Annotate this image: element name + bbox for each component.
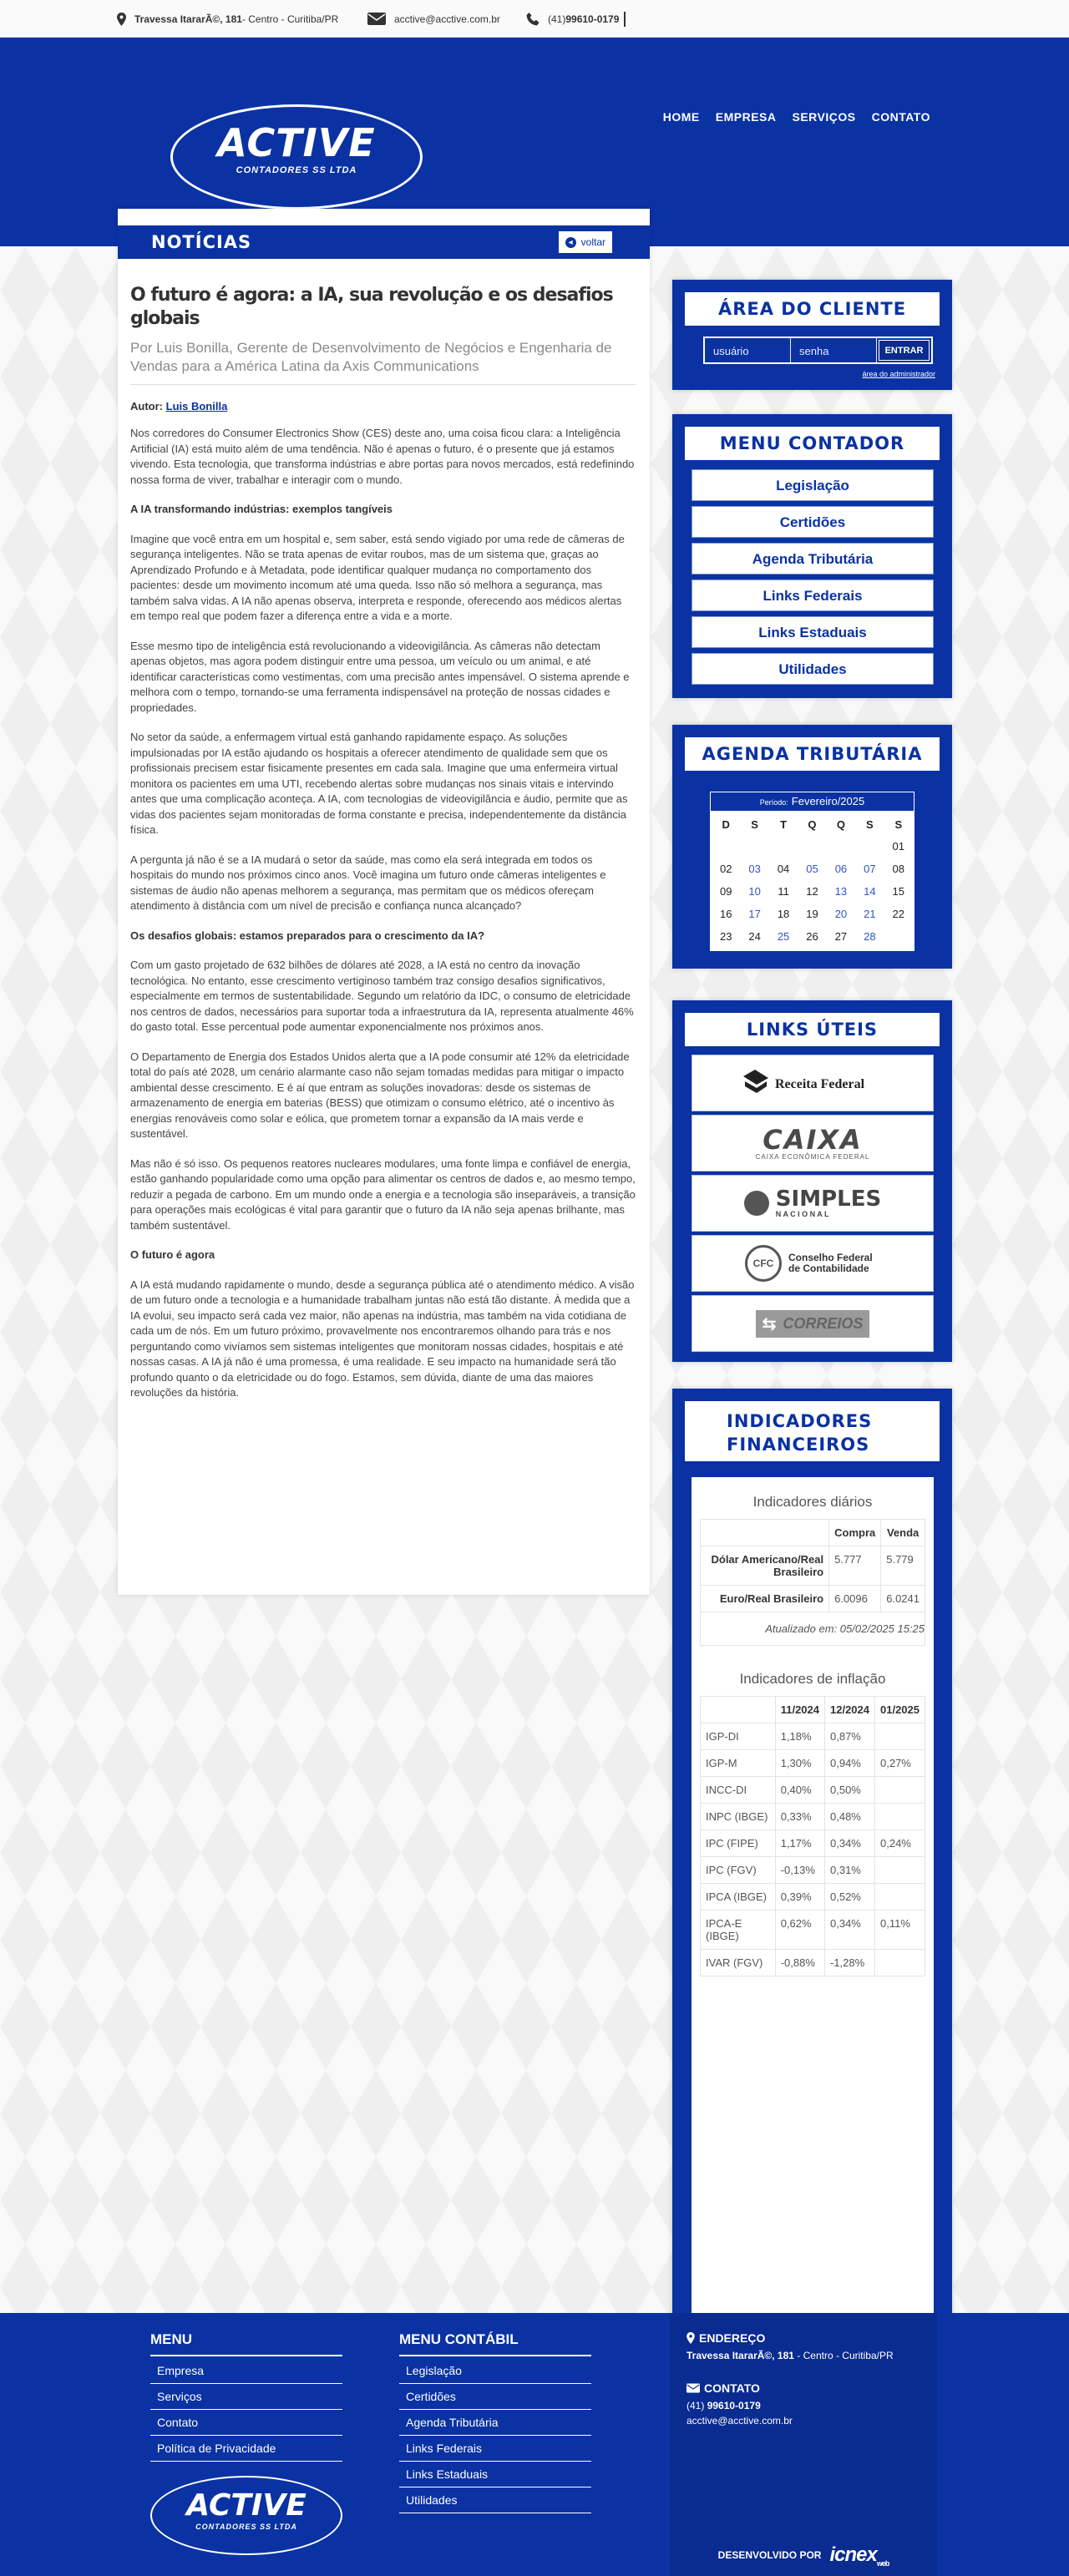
calendar-day: 11 — [778, 885, 789, 898]
calendar-header — [710, 792, 914, 812]
footer-address-label — [686, 2331, 920, 2345]
link-caixa[interactable] — [692, 1115, 934, 1172]
footer-phone-prefix: (41) — [686, 2400, 707, 2412]
back-button[interactable] — [559, 231, 612, 253]
links-title: LINKS ÚTEIS — [685, 1013, 940, 1046]
inflation-row — [701, 1884, 925, 1910]
calendar-day: 01 — [892, 840, 904, 853]
row-value: 0,31% — [825, 1857, 875, 1884]
footer-address-label-text: ENDEREÇO — [699, 2331, 766, 2345]
calendar-weekday: Q — [808, 818, 817, 831]
topbar-phone-number: 99610-0179 — [565, 13, 620, 25]
row-label: INPC (IBGE) — [701, 1804, 776, 1830]
correios-text: CORREIOS — [783, 1314, 864, 1332]
article-body — [130, 426, 636, 1401]
inflation-row — [701, 1950, 925, 1976]
footer-link-legislacao[interactable]: Legislação — [399, 2358, 591, 2384]
calendar-day: 04 — [777, 863, 790, 875]
daily-caption: Indicadores diários — [752, 1494, 873, 1510]
footer-contact-label-text: CONTATO — [704, 2381, 760, 2395]
calendar-day: 26 — [806, 930, 818, 943]
inflation-row — [701, 1723, 925, 1750]
row-value: 0,34% — [825, 1830, 875, 1857]
row-value: -0,13% — [775, 1857, 824, 1884]
calendar-grid — [710, 812, 914, 951]
row-value — [875, 1777, 925, 1804]
row-value — [875, 1857, 925, 1884]
menu-item-links-federais[interactable]: Links Federais — [692, 579, 934, 611]
author-link[interactable]: Luis Bonilla — [165, 400, 228, 412]
receita-federal-text: Receita Federal — [775, 1077, 865, 1091]
row-value — [875, 1950, 925, 1976]
calendar-day[interactable]: 25 — [777, 930, 790, 943]
daily-indicators-table — [700, 1519, 925, 1612]
inflation-row — [701, 1750, 925, 1777]
calendar-weekday: S — [894, 818, 903, 831]
calendar-day: 12 — [806, 885, 818, 898]
article-paragraph: Imagine que você entra em um hospital e, sem saber, está sendo vigiado por uma rede de câmeras de segurança inteligentes. Não se trata apenas de evitar roubos, mas de um sistema que, graças ao Aprendizado Profundo e à Metadata, pode identificar qualquer mudança no comportamento dos pacientes: desde um movimento incomum até uma queda. Isso não só melhora a segurança, mas também salva vidas. A IA não apenas observa, interpreta e responde, oferecendo aos médicos alertas em tempo real que podem fazer a diferença entre a vida e a morte. — [130, 532, 625, 622]
inflation-row — [701, 1777, 925, 1804]
username-input[interactable]: usuário — [705, 338, 791, 362]
credit-label: DESENVOLVIDO POR — [717, 2549, 822, 2561]
row-label: Euro/Real Brasileiro — [701, 1586, 829, 1612]
row-label: IPC (FIPE) — [701, 1830, 776, 1857]
calendar-day: 23 — [719, 930, 732, 943]
footer-link-utilidades[interactable]: Utilidades — [399, 2487, 591, 2513]
row-value — [875, 1804, 925, 1830]
footer-link-empresa[interactable]: Empresa — [150, 2358, 342, 2384]
calendar-day: 09 — [719, 885, 732, 898]
menu-item-utilidades[interactable]: Utilidades — [692, 653, 934, 685]
link-simples-nacional[interactable] — [692, 1175, 934, 1232]
inflation-table — [700, 1696, 925, 1976]
table-header — [701, 1520, 829, 1546]
row-value: 0,52% — [825, 1884, 875, 1910]
row-value: 0,94% — [825, 1750, 875, 1777]
main-nav — [663, 110, 930, 124]
client-area-title: ÁREA DO CLIENTE — [685, 292, 940, 326]
calendar-day[interactable]: 28 — [864, 930, 876, 943]
nav-contato[interactable]: CONTATO — [871, 110, 930, 124]
logo-wordmark: ACTIVE — [217, 120, 376, 165]
news-section-title: NOTÍCIAS — [151, 232, 252, 252]
article-subheading: A IA transformando indústrias: exemplos tangíveis — [130, 503, 393, 515]
article-paragraph: Nos corredores do Consumer Electronics Show (CES) deste ano, uma coisa ficou clara: a Inteligência Artificial (IA) está muito além de uma tendência. Não é apenas o futuro, é o presente que já estamos vivendo. Esta tecnologia, que transforma indústrias e abre portas para novos mercados, está redefinindo nossa forma de viver, trabalhar e interagir com o mundo. — [130, 427, 635, 486]
author-label: Autor: — [130, 400, 163, 412]
footer-logo-tagline: CONTADORES SS LTDA — [195, 2523, 297, 2531]
footer-link-servicos[interactable]: Serviços — [150, 2384, 342, 2410]
calendar-day[interactable]: 07 — [864, 863, 876, 875]
menu-contador-list — [692, 469, 934, 690]
calendar-period-label: Período: — [759, 798, 788, 807]
row-value — [875, 1884, 925, 1910]
envelope-icon — [367, 13, 386, 25]
calendar-weekday: T — [780, 818, 788, 831]
footer-address — [686, 2350, 920, 2361]
inflation-caption: Indicadores de inflação — [739, 1671, 886, 1687]
nav-servicos[interactable]: SERVIÇOS — [792, 110, 856, 124]
article-paragraph: No setor da saúde, a enfermagem virtual está ganhando rapidamente espaço. As soluções impulsionadas por IA estão ajudando os hospitais a oferecer atendimento de qualidade sem que os profissionais precisem estar fisicamente presentes em cada sala. Imagine que uma enfermeira virtual monitora os pacientes em uma UTI, recebendo alertas sobre mudanças nos sinais vitais e intervindo antes que uma complicação aconteça. A IA, com tecnologias de videovigilância e áudio, permite que as vidas dos pacientes sejam monitoradas de forma constante e precisa, independentemente da distância física. — [130, 731, 628, 836]
article-subheading: O futuro é agora — [130, 1248, 215, 1261]
table-header — [701, 1697, 776, 1723]
daily-row — [701, 1586, 925, 1612]
topbar-email-text: acctive@acctive.com.br — [394, 13, 500, 25]
footer-link-agenda[interactable]: Agenda Tributária — [399, 2410, 591, 2436]
calendar-weekday: D — [722, 818, 730, 831]
calendar-day[interactable]: 05 — [806, 863, 818, 875]
inflation-row — [701, 1804, 925, 1830]
calendar — [710, 792, 914, 951]
news-panel — [118, 209, 650, 1595]
article — [130, 284, 636, 1415]
simples-subtext: N A C I O N A L — [775, 1210, 829, 1218]
row-label: IGP-DI — [701, 1723, 776, 1750]
row-value: 5.777 — [829, 1546, 881, 1586]
row-value: 6.0241 — [881, 1586, 925, 1612]
article-paragraph: A pergunta já não é se a IA mudará o setor da saúde, mas como ela será integrada em todos os hospitais do mundo nos próximos cinco anos. Você imagina um futuro onde câmeras inteligentes e sistemas de áudio não apenas melhorem a segurança, mas permitam que os médicos ofereçam atendimento à distância com um nível de precisão e confiança nunca alcançado? — [130, 853, 606, 912]
calendar-day: 15 — [892, 885, 904, 898]
row-value — [875, 1723, 925, 1750]
table-header: Compra — [829, 1520, 881, 1546]
row-value: 5.779 — [881, 1546, 925, 1586]
row-value: 0,87% — [825, 1723, 875, 1750]
footer-menu-contabil — [399, 2331, 591, 2513]
footer-link-certidoes[interactable]: Certidões — [399, 2384, 591, 2410]
footer-contact — [670, 2313, 937, 2534]
table-header: Venda — [881, 1520, 925, 1546]
topbar-address-street: Travessa ItararÃ©, 181 — [134, 13, 242, 25]
simples-swirl-icon — [744, 1191, 769, 1216]
top-bar — [0, 0, 1069, 38]
cfc-text: Conselho Federal de Contabilidade — [788, 1252, 873, 1274]
admin-link[interactable]: área do administrador — [862, 370, 935, 378]
row-value: 1,30% — [775, 1750, 824, 1777]
footer-menu-title: MENU — [150, 2331, 342, 2356]
links-box — [672, 1000, 952, 1362]
topbar-address-city: - Centro - Curitiba/PR — [241, 13, 339, 25]
calendar-day — [712, 835, 740, 858]
footer-logo[interactable] — [150, 2476, 342, 2555]
calendar-day: 18 — [777, 908, 790, 920]
calendar-period[interactable]: Fevereiro/2025 — [791, 795, 865, 807]
table-header: 01/2025 — [875, 1697, 925, 1723]
password-input[interactable]: senha — [791, 338, 877, 362]
correios-arrow-icon: ⇆ — [762, 1314, 777, 1334]
row-label: INCC-DI — [701, 1777, 776, 1804]
footer-address-city: - Centro - Curitiba/PR — [793, 2350, 894, 2361]
calendar-day — [827, 835, 855, 858]
row-value: 0,24% — [875, 1830, 925, 1857]
calendar-day — [740, 835, 768, 858]
row-value: 0,40% — [775, 1777, 824, 1804]
envelope-icon — [686, 2383, 700, 2393]
links-list — [692, 1055, 934, 1355]
footer-menu — [150, 2331, 342, 2462]
inflation-row — [701, 1910, 925, 1950]
menu-item-agenda[interactable]: Agenda Tributária — [692, 543, 934, 574]
footer — [0, 2313, 1069, 2576]
row-label: IGP-M — [701, 1750, 776, 1777]
login-button[interactable]: ENTRAR — [879, 340, 930, 361]
row-label: IPC (FGV) — [701, 1857, 776, 1884]
row-label: IPCA-E (IBGE) — [701, 1910, 776, 1950]
footer-link-privacidade[interactable]: Política de Privacidade — [150, 2436, 342, 2462]
calendar-day: 22 — [892, 908, 904, 920]
row-value: 6.0096 — [829, 1586, 881, 1612]
calendar-day[interactable]: 21 — [864, 908, 876, 920]
topbar-address — [117, 0, 338, 38]
icnex-web: web — [876, 2558, 889, 2568]
icnex-logo — [829, 2543, 889, 2568]
nav-home[interactable]: HOME — [662, 110, 700, 124]
row-value: 0,62% — [775, 1910, 824, 1950]
table-header: 12/2024 — [825, 1697, 875, 1723]
calendar-weekday: S — [751, 818, 758, 831]
calendar-day — [798, 835, 826, 858]
arrow-left-icon: ◂ — [565, 237, 576, 248]
footer-phone-number: 99610-0179 — [707, 2400, 761, 2412]
footer-address-street: Travessa ItararÃ©, 181 — [686, 2350, 794, 2361]
agenda-title: AGENDA TRIBUTÁRIA — [685, 737, 940, 771]
row-value: 1,18% — [775, 1723, 824, 1750]
calendar-day — [855, 835, 884, 858]
calendar-weekday: S — [866, 818, 874, 831]
cfc-seal-icon: CFC — [745, 1245, 782, 1282]
client-area-box — [672, 280, 952, 390]
agenda-box — [672, 725, 952, 969]
footer-email[interactable]: acctive@acctive.com.br — [686, 2415, 793, 2427]
menu-item-legislacao[interactable]: Legislação — [692, 469, 934, 501]
correios-logo — [756, 1310, 870, 1338]
row-label: IVAR (FGV) — [701, 1950, 776, 1976]
calendar-day[interactable]: 13 — [834, 885, 848, 898]
row-value: -0,88% — [775, 1950, 824, 1976]
calendar-day: 16 — [719, 908, 732, 920]
calendar-day[interactable]: 03 — [748, 863, 761, 875]
inflation-row — [701, 1830, 925, 1857]
footer-link-contato[interactable]: Contato — [150, 2410, 342, 2436]
calendar-day — [769, 835, 798, 858]
calendar-day: 24 — [748, 930, 761, 943]
menu-item-links-estaduais[interactable]: Links Estaduais — [692, 616, 934, 648]
phone-icon — [526, 13, 540, 26]
topbar-email[interactable] — [367, 0, 500, 38]
footer-link-links-estaduais[interactable]: Links Estaduais — [399, 2462, 591, 2487]
nav-empresa[interactable]: EMPRESA — [715, 110, 777, 124]
indicators-title-line1: INDICADORES — [727, 1411, 873, 1431]
row-value: 0,48% — [825, 1804, 875, 1830]
row-value: 0,27% — [875, 1750, 925, 1777]
link-receita-federal[interactable] — [692, 1055, 934, 1111]
article-subtitle: Por Luis Bonilla, Gerente de Desenvolvimento de Negócios e Engenharia de Vendas para a América Latina da Axis Communications — [130, 339, 636, 385]
calendar-day: 19 — [806, 908, 818, 920]
back-button-label: voltar — [580, 236, 605, 248]
calendar-day[interactable]: 17 — [748, 908, 761, 920]
footer-contact-label — [686, 2381, 920, 2395]
footer-phone[interactable] — [686, 2400, 920, 2412]
caixa-logo: CAIXA — [762, 1123, 863, 1156]
article-paragraph: O Departamento de Energia dos Estados Unidos alerta que a IA pode consumir até 12% da eletricidade total do país até 2028, um cenário alarmante caso não sejam tomadas medidas para mitigar o impacto ambiental desse crescimento. E é aí que entram as soluções inovadoras: desde os sistemas de armazenamento de energia em baterias (BESS) que otimizam o consumo elétrico, até o incentivo às energias renováveis como solar e eólica, que prometem tornar a expansão da IA mais verde e sustentável. — [130, 1050, 630, 1140]
row-value: 0,33% — [775, 1804, 824, 1830]
calendar-day[interactable]: 10 — [748, 885, 761, 898]
table-header: 11/2024 — [775, 1697, 824, 1723]
article-paragraph: A IA está mudando rapidamente o mundo, desde a segurança pública até o atendimento médico. A visão de um futuro onde a tecnologia e a humanidade trabalham juntas não está tão distante. À medida que a IA evolui, seu impacto será cada vez maior, não apenas na indústria, mas também na vida cotidiana de cada um de nós. Em um futuro próximo, provavelmente nos encontraremos olhando para trás e nos perguntando como vivíamos sem sistemas inteligentes que monitoram nossas cidades, hospitais e até nossas casas. A IA já não é uma promessa, é uma realidade. E seu impacto na humanidade será tão profundo quanto o da eletricidade ou do fogo. Estamos, sem dúvida, diante de uma das maiores revoluções da história. — [130, 1278, 635, 1399]
daily-row — [701, 1546, 925, 1586]
article-author — [130, 400, 636, 412]
menu-item-certidoes[interactable]: Certidões — [692, 506, 934, 538]
topbar-divider — [624, 12, 626, 27]
calendar-day[interactable]: 14 — [864, 885, 876, 898]
row-value: 1,17% — [775, 1830, 824, 1857]
footer-logo-wordmark: ACTIVE — [186, 2488, 307, 2523]
indicators-title — [685, 1401, 940, 1461]
article-title: O futuro é agora: a IA, sua revolução e os desafios globais — [130, 285, 613, 329]
site-logo[interactable] — [170, 104, 423, 210]
row-value: 0,50% — [825, 1777, 875, 1804]
calendar-day[interactable]: 06 — [834, 863, 848, 875]
calendar-day: 27 — [834, 930, 848, 943]
calendar-weekday: Q — [836, 818, 845, 831]
simples-text: SIMPLES — [775, 1187, 882, 1212]
logo-tagline: CONTADORES SS LTDA — [236, 165, 357, 175]
map-pin-icon — [117, 13, 126, 26]
link-correios[interactable] — [692, 1295, 934, 1352]
indicators-title-line2: FINANCEIROS — [727, 1435, 870, 1455]
row-value: 0,39% — [775, 1884, 824, 1910]
icnex-brand: icnex — [829, 2543, 877, 2566]
row-label: Dólar Americano/Real Brasileiro — [701, 1546, 829, 1586]
footer-contabil-title: MENU CONTÁBIL — [399, 2331, 591, 2356]
caixa-subtext: CAIXA ECONÔMICA FEDERAL — [755, 1152, 870, 1161]
topbar-phone[interactable] — [526, 0, 626, 38]
article-paragraph: Com um gasto projetado de 632 bilhões de dólares até 2028, a IA está no centro da inovação tecnológica. No entanto, esse crescimento vertiginoso também traz consigo desafios significativos, especialmente em termos de sustentabilidade. Segundo um relatório da IDC, o consumo de eletricidade nos centros de dados, necessários para suportar toda a infraestrutura da IA, representa atualmente 46% do gasto total. Esse percentual pode aumentar exponencialmente nos próximos anos. — [130, 959, 634, 1033]
map-pin-icon — [686, 2332, 695, 2344]
receita-federal-logo — [742, 1068, 884, 1098]
footer-credit[interactable] — [670, 2534, 937, 2576]
article-subheading: Os desafios globais: estamos preparados para o crescimento da IA? — [130, 929, 485, 942]
link-cfc[interactable] — [692, 1235, 934, 1292]
topbar-phone-prefix: (41) — [548, 13, 566, 25]
calendar-day — [884, 925, 913, 948]
row-value: -1,28% — [825, 1950, 875, 1976]
calendar-day[interactable]: 20 — [834, 908, 848, 920]
article-paragraph: Esse mesmo tipo de inteligência está revolucionando a videovigilância. As câmeras não detectam apenas objetos, mas agora podem distinguir entre uma pessoa, um veículo ou um animal, e até identificar características como vestimentas, com uma precisão antes impensável. O sistema aprende e melhora com o tempo, tornando-se uma ferramenta indispensável na proteção de nossas cidades e propriedades. — [130, 639, 630, 714]
row-value: 0,34% — [825, 1910, 875, 1950]
calendar-day: 02 — [719, 863, 732, 875]
menu-contador-title: MENU CONTADOR — [685, 427, 940, 460]
menu-contador-box — [672, 414, 952, 698]
row-value: 0,11% — [875, 1910, 925, 1950]
news-header-bar — [118, 225, 650, 259]
article-paragraph: Mas não é só isso. Os pequenos reatores nucleares modulares, uma fonte limpa e confiável de energia, estão ganhando popularidade como uma opção para alimentar os centros de dados e, ao mesmo tempo, reduzir a pegada de carbono. Em um mundo onde a energia e a tecnologia são inseparáveis, a transição para operações mais ecológicas é vital para garantir que o futuro da IA não seja apenas brilhante, mas também sustentável. — [130, 1156, 636, 1232]
login-form — [703, 337, 933, 364]
calendar-day: 08 — [892, 863, 904, 875]
inflation-row — [701, 1857, 925, 1884]
updated-at: Atualizado em: 05/02/2025 15:25 — [700, 1612, 925, 1646]
row-label: IPCA (IBGE) — [701, 1884, 776, 1910]
footer-link-links-federais[interactable]: Links Federais — [399, 2436, 591, 2462]
